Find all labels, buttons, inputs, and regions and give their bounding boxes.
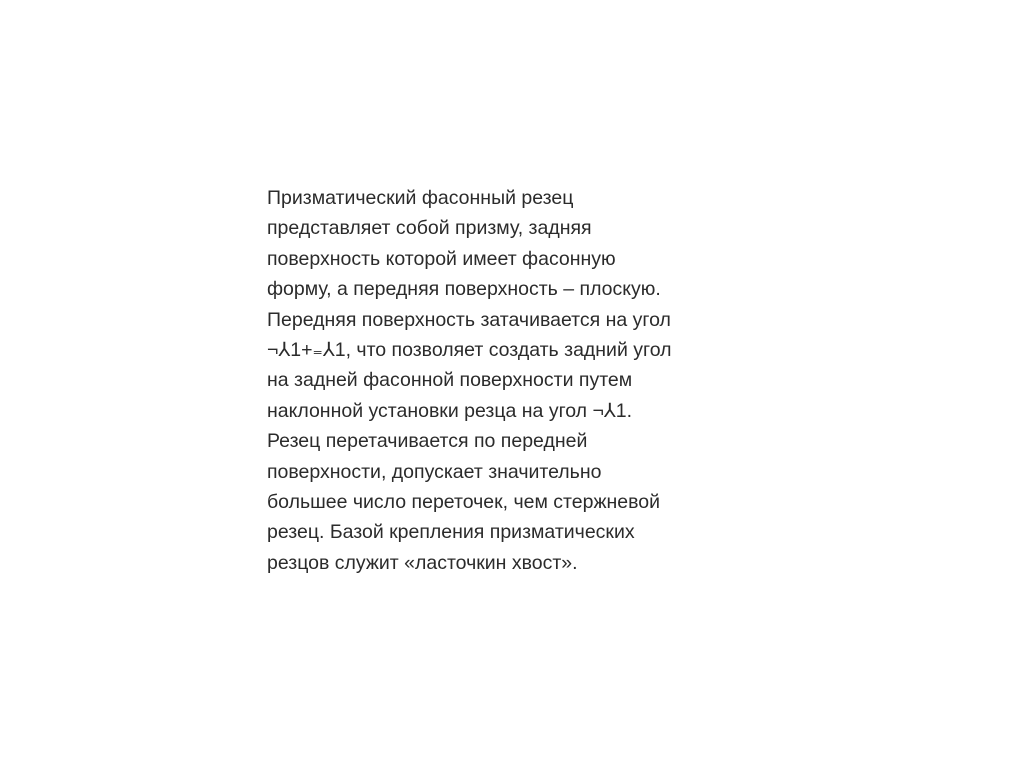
paragraph-line: форму, а передняя поверхность – плоскую. xyxy=(267,278,661,301)
paragraph-line: поверхность которой имеет фасонную xyxy=(267,247,616,270)
body-paragraph xyxy=(267,183,787,578)
paragraph-line: резец. Базой крепления призматических xyxy=(267,521,635,544)
paragraph-line: представляет собой призму, задняя xyxy=(267,217,592,240)
paragraph-line: резцов служит «ласточкин хвост». xyxy=(267,551,578,574)
paragraph-line: большее число переточек, чем стержневой xyxy=(267,490,660,513)
paragraph-line: Резец перетачивается по передней xyxy=(267,430,588,453)
paragraph-line: Призматический фасонный резец xyxy=(267,187,574,209)
paragraph-line: на задней фасонной поверхности путем xyxy=(267,369,633,392)
paragraph-line: ¬⅄1+₌⅄1, что позволяет создать задний угол xyxy=(267,338,672,361)
paragraph-line: наклонной установки резца на угол ¬⅄1. xyxy=(267,399,633,422)
paragraph-line: поверхности, допускает значительно xyxy=(267,460,602,483)
paragraph-line: Передняя поверхность затачивается на угол xyxy=(267,308,671,331)
